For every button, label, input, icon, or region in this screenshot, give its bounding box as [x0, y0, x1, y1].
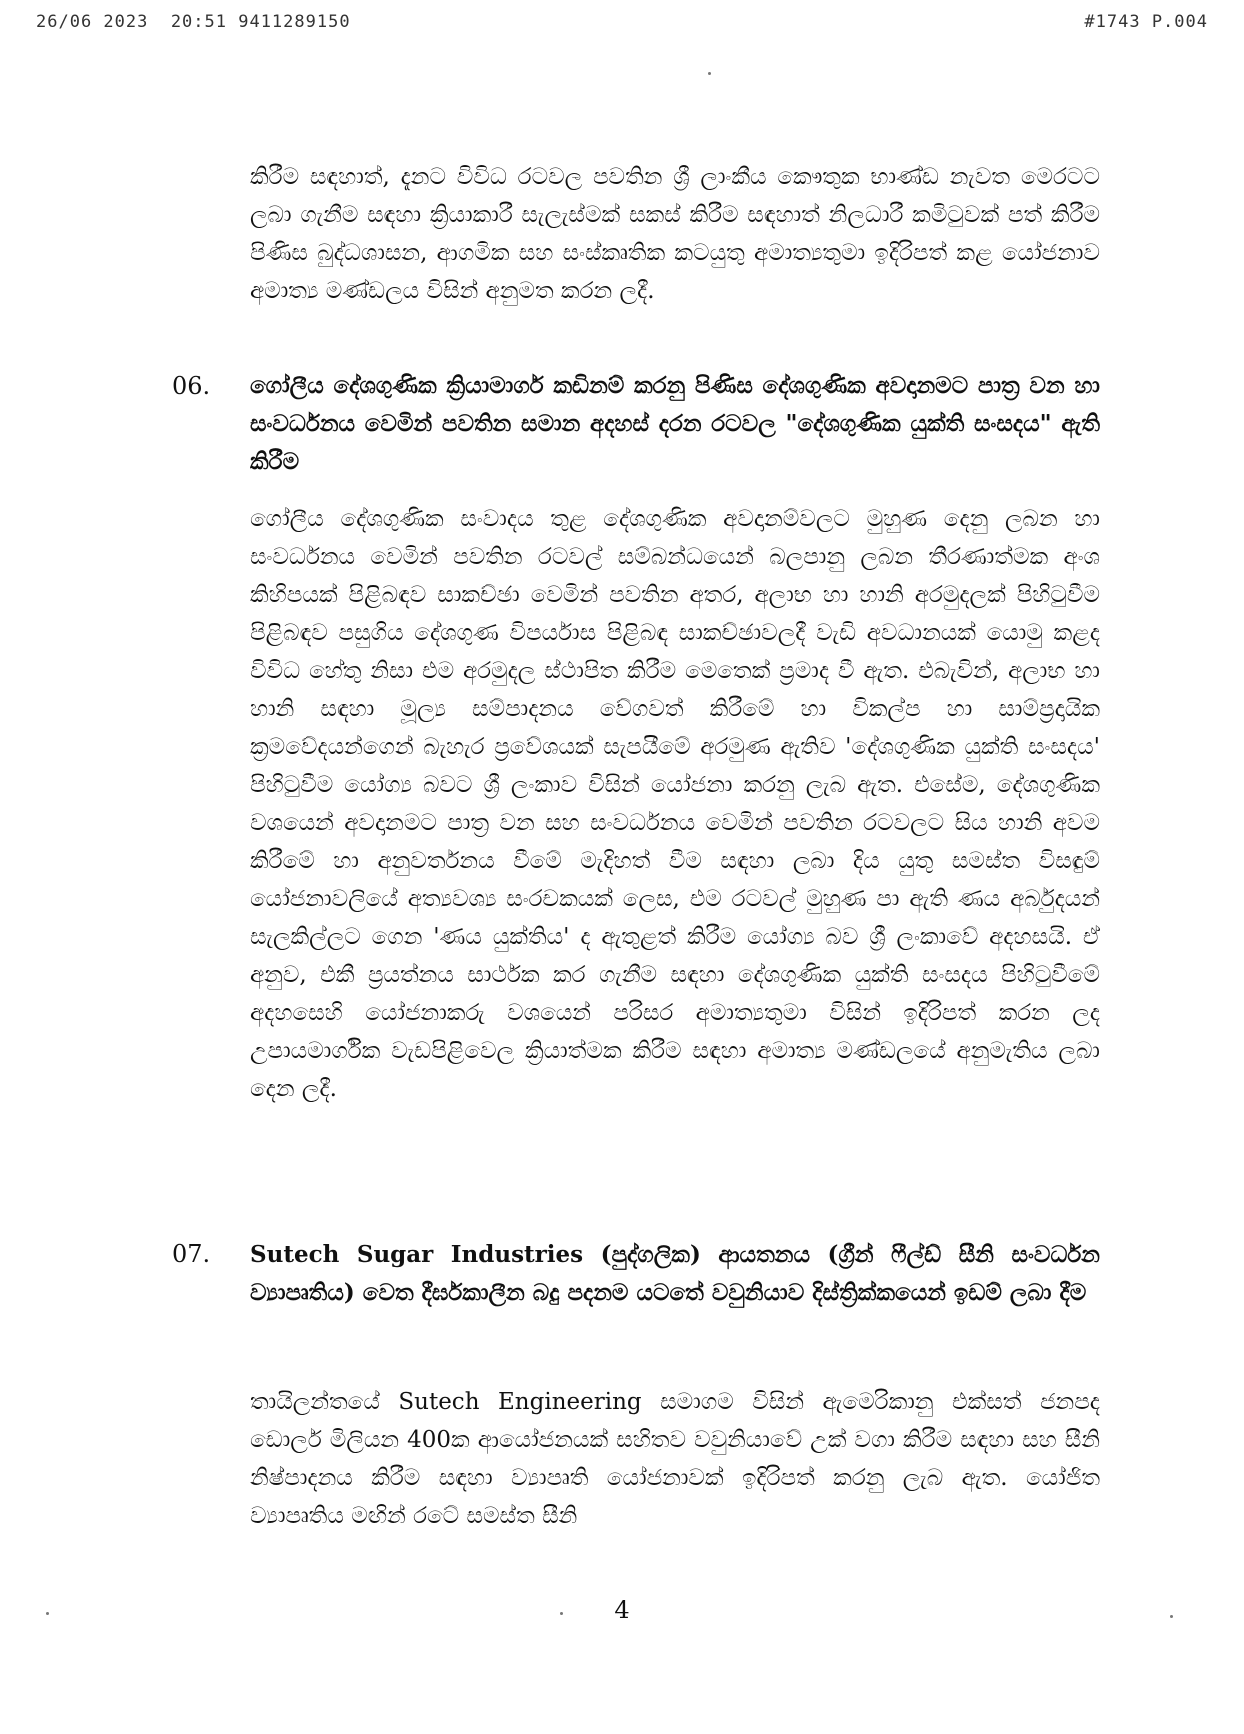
intro-paragraph: කිරීම සඳහාත්, දැනට විවිධ රටවල පවතින ශ්‍රී ලාංකීය කෞතුක භාණ්ඩ නැවත මෙරටට ලබා ගැනීම සඳහා ක්‍රියාකාරී සැලැස්මක් සකස් කිරීම සඳහාත් නිලධාරී කමිටුවක් පත් කිරීම පිණිස බුද්ධශාසන, ආගමික සහ සංස්කෘතික කටයුතු අමාත්‍යතුමා ඉදිරිපත් කළ යෝජනාව අමාත්‍ය මණ්ඩලය විසින් අනුමත කරන ලදී.	[250, 164, 1100, 304]
item-body: තායිලන්තයේ Sutech Engineering සමාගම විසින් ඇමෙරිකානු එක්සත් ජනපද ඩොලර් මිලියන 400ක ආයෝජනයක් සහිතව වවුනියාවේ උක් වගා කිරීම සඳහා සහ සීනි නිෂ්පාදනය කිරීම සඳහා ව්‍යාපෘති යෝජනාවක් ඉදිරිපත් කරනු ලැබ ඇත. යෝජිත ව්‍යාපෘතිය මඟින් රටේ සමස්ත සීනි	[250, 1389, 1100, 1529]
item-number: 06.	[172, 372, 211, 400]
fax-timestamp: 26/06 2023 20:51 9411289150	[36, 12, 351, 32]
page-number: 4	[614, 1596, 630, 1624]
item-number: 07.	[172, 1240, 211, 1268]
fax-header	[36, 12, 1208, 36]
item-body: ගෝලීය දේශගුණික සංවාදය තුළ දේශගුණික අවදානම්වලට මුහුණ දෙනු ලබන හා සංවර්ධනය වෙමින් පවතින රටවල් සම්බන්ධයෙන් බලපානු ලබන තීරණාත්මක අංශ කිහිපයක් පිළිබඳව සාකච්ඡා වෙමින් පවතින අතර, අලාභ හා හානි අරමුදලක් පිහිටුවීම පිළිබඳව පසුගිය දේශගුණ විපර්යාස පිළිබඳ සාකච්ඡාවලදී වැඩි අවධානයක් යොමු කළද විවිධ හේතු නිසා එම අරමුදල ස්ථාපිත කිරීම මෙතෙක් ප්‍රමාද වී ඇත. එබැවින්, අලාභ හා හානි සඳහා මූල්‍ය සම්පාදනය වේගවත් කිරීමේ හා විකල්ප හා සාම්ප්‍රදායික ක්‍රමවේදයන්ගෙන් බැහැර ප්‍රවේශයක් සැපයීමේ අරමුණ ඇතිව 'දේශගුණික යුක්ති සංසදය' පිහිටුවීම යෝග්‍ය බවට ශ්‍රී ලංකාව විසින් යෝජනා කරනු ලැබ ඇත. එසේම, දේශගුණික වශයෙන් අවදානමට පාත්‍ර වන සහ සංවර්ධනය වෙමින් පවතින රටවලට සිය හානි අවම කිරීමේ හා අනුවර්තනය වීමේ මැදිහත් වීම සඳහා ලබා දිය යුතු සමස්ත විසඳුම් යෝජනාවලියේ අත්‍යවශ්‍ය සංරචකයක් ලෙස, එම රටවල් මුහුණ පා ඇති ණය අර්බුදයන් සැලකිල්ලට ගෙන 'ණය යුක්තිය' ද ඇතුළත් කිරීම යෝග්‍ය බව ශ්‍රී ලංකාවේ අදහසයි. ඒ අනුව, එකී ප්‍රයත්නය සාර්ථක කර ගැනීම සඳහා දේශගුණික යුක්ති සංසදය පිහිටුවීමේ අදහසෙහි යෝජනාකරු වශයෙන් පරිසර අමාත්‍යතුමා විසින් ඉදිරිපත් කරන ලද උපායමාර්ගික වැඩපිළිවෙල ක්‍රියාත්මක කිරීම සඳහා අමාත්‍ය මණ්ඩලයේ අනුමැතිය ලබා දෙන ලදී.	[250, 506, 1100, 1102]
item-title: ගෝලීය දේශගුණික ක්‍රියාමාර්ග කඩිනම් කරනු පිණිස දේශගුණික අවදානමට පාත්‍ර වන හා සංවර්ධනය වෙමින් පවතින සමාන අදහස් දරන රටවල "දේශගුණික යුක්ති සංසදය" ඇති කිරීම	[250, 372, 1100, 475]
fax-page-code: #1743 P.004	[1084, 12, 1208, 32]
scan-speck	[708, 72, 711, 75]
item-title: Sutech Sugar Industries (පුද්ගලික) ආයතනය (ග්‍රීන් ෆීල්ඩ් සීනි සංවර්ධන ව්‍යාපෘතිය) වෙත දීර්ඝකාලීන බදු පදනම යටතේ වවුනියාව දිස්ත්‍රික්කයෙන් ඉඩම් ලබා දීම	[250, 1241, 1100, 1306]
